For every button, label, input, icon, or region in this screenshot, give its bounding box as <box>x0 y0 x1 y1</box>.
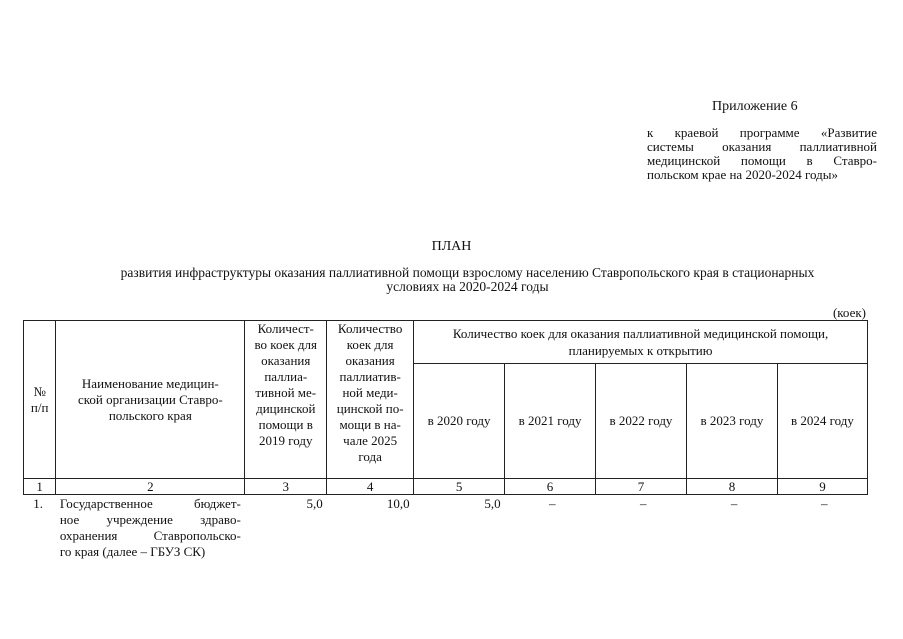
column-number: 7 <box>596 479 687 495</box>
row-number: 1. <box>33 496 44 511</box>
header-beds-2019 <box>245 321 327 479</box>
header-text: чале 2025 <box>343 433 398 448</box>
header-year-2020: в 2020 году <box>414 364 505 479</box>
header-text: коек для <box>346 337 394 352</box>
column-number-row <box>24 479 868 495</box>
header-year-2022: в 2022 году <box>596 364 687 479</box>
plan-subtitle <box>60 266 875 294</box>
header-text: паллиатив- <box>339 369 401 384</box>
plan-title: ПЛАН <box>431 239 472 254</box>
row-beds-2019: 5,0 <box>306 496 323 511</box>
plan-table <box>23 320 868 560</box>
header-text: во коек для <box>254 337 318 352</box>
row-year-2020: 5,0 <box>484 496 501 511</box>
header-year-2024: в 2024 году <box>777 364 867 479</box>
column-number: 1 <box>24 479 56 495</box>
header-text: № <box>33 383 46 399</box>
header-text: помощи в <box>258 417 313 432</box>
column-number: 3 <box>245 479 327 495</box>
appendix-text <box>647 126 877 182</box>
header-text: п/п <box>30 399 49 415</box>
column-number: 8 <box>686 479 777 495</box>
plan-subtitle-line: условиях на 2020-2024 годы <box>386 279 549 294</box>
header-text: Количество коек для оказания паллиативной медицинской помощи, <box>452 326 829 341</box>
header-text: тивной ме- <box>255 385 317 400</box>
column-number: 2 <box>56 479 245 495</box>
org-line: охранения Ставропольско- <box>59 528 241 543</box>
header-organization <box>56 321 245 479</box>
header-number <box>24 321 56 479</box>
header-text: цинской по- <box>336 401 404 416</box>
header-text: оказания <box>345 353 395 368</box>
plan-subtitle-line: развития инфраструктуры оказания паллиативной помощи взрослому населению Ставропольского края в стационарных <box>120 265 815 280</box>
row-beds-2025: 10,0 <box>386 496 410 511</box>
row-organization <box>56 495 245 561</box>
header-text: ской организации Ставро- <box>77 391 223 407</box>
column-number: 9 <box>777 479 867 495</box>
appendix-line: польском крае на 2020-2024 годы» <box>647 167 839 182</box>
header-year-2021: в 2021 году <box>505 364 596 479</box>
org-line: ное учреждение здраво- <box>59 512 241 527</box>
org-line: Государственное бюджет- <box>59 496 241 511</box>
row-year-2022: – <box>639 496 647 511</box>
row-year-2024: – <box>821 496 828 511</box>
row-year-2021: – <box>549 496 556 511</box>
header-text: планируемых к открытию <box>568 343 713 358</box>
header-text: польского края <box>108 407 192 423</box>
appendix-line: системы оказания паллиативной <box>647 139 877 154</box>
header-planned-group <box>414 321 868 364</box>
column-number: 4 <box>327 479 414 495</box>
appendix-line: медицинской помощи в Ставро- <box>647 153 877 168</box>
org-line: го края (далее – ГБУЗ СК) <box>59 544 206 559</box>
header-text: дицинской <box>256 401 316 416</box>
table-row <box>24 495 868 561</box>
row-year-2023: – <box>730 496 738 511</box>
header-text: оказания <box>261 353 311 368</box>
header-text: ной меди- <box>342 385 398 400</box>
header-text: Количест- <box>257 321 314 336</box>
column-number: 5 <box>414 479 505 495</box>
unit-note: (коек) <box>832 305 866 320</box>
header-beds-2025 <box>327 321 414 479</box>
header-text: мощи в на- <box>339 417 401 432</box>
header-text: года <box>358 449 382 464</box>
header-text: 2019 году <box>259 433 313 448</box>
header-text: Количество <box>337 321 403 336</box>
column-number: 6 <box>505 479 596 495</box>
appendix-line: к краевой программе «Развитие <box>647 125 877 140</box>
header-text: паллиа- <box>264 369 308 384</box>
header-year-2023: в 2023 году <box>686 364 777 479</box>
header-text: Наименование медицин- <box>81 375 219 391</box>
appendix-title: Приложение 6 <box>712 99 798 114</box>
